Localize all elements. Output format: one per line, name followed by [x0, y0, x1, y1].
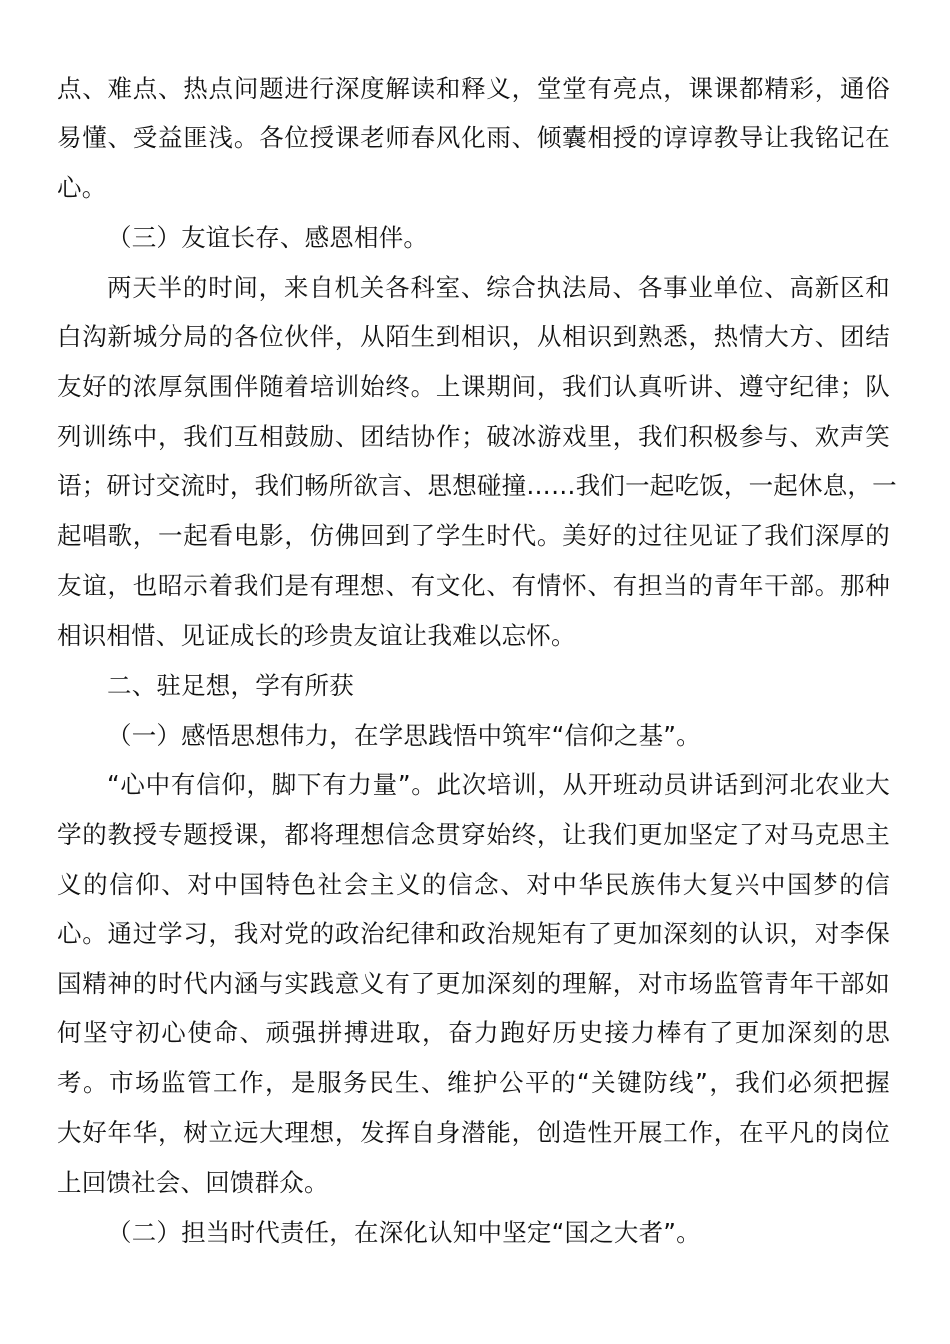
paragraph-line: 国精神的时代内涵与实践意义有了更加深刻的理解，对市场监管青年干部如: [57, 969, 890, 998]
paragraph-line: 友好的浓厚氛围伴随着培训始终。上课期间，我们认真听讲、遵守纪律；队: [57, 372, 890, 401]
paragraph-line: “心中有信仰，脚下有力量”。此次培训，从开班动员讲话到河北农业大: [107, 770, 890, 799]
paragraph-line: 心。通过学习，我对党的政治纪律和政治规矩有了更加深刻的认识，对李保: [57, 919, 890, 948]
paragraph-line: 起唱歌，一起看电影，仿佛回到了学生时代。美好的过往见证了我们深厚的: [57, 521, 890, 550]
paragraph-line: 点、难点、热点问题进行深度解读和释义，堂堂有亮点，课课都精彩，通俗: [57, 74, 890, 103]
paragraph-line: 白沟新城分局的各位伙伴，从陌生到相识，从相识到熟悉，热情大方、团结: [57, 322, 890, 351]
paragraph-line: 何坚守初心使命、顽强拼搏进取，奋力跑好历史接力棒有了更加深刻的思: [57, 1018, 890, 1047]
paragraph-line: 友谊，也昭示着我们是有理想、有文化、有情怀、有担当的青年干部。那种: [57, 571, 890, 600]
section-heading: （一）感悟思想伟力，在学思践悟中筑牢“信仰之基”。: [107, 721, 701, 750]
paragraph-line: 考。市场监管工作，是服务民生、维护公平的“关键防线”，我们必须把握: [57, 1068, 890, 1097]
paragraph-line: 义的信仰、对中国特色社会主义的信念、对中华民族伟大复兴中国梦的信: [57, 870, 890, 899]
paragraph-line: 语；研讨交流时，我们畅所欲言、思想碰撞……我们一起吃饭，一起休息，一: [57, 471, 897, 500]
paragraph-line: 心。: [57, 173, 107, 202]
paragraph-line: 两天半的时间，来自机关各科室、综合执法局、各事业单位、高新区和: [107, 273, 890, 302]
paragraph-line: 大好年华，树立远大理想，发挥自身潜能，创造性开展工作，在平凡的岗位: [57, 1118, 890, 1147]
paragraph-line: 易懂、受益匪浅。各位授课老师春风化雨、倾囊相授的谆谆教导让我铭记在: [57, 123, 890, 152]
section-heading: （三）友谊长存、感恩相伴。: [107, 223, 429, 252]
section-heading: （二）担当时代责任，在深化认知中坚定“国之大者”。: [107, 1218, 701, 1247]
paragraph-line: 相识相惜、见证成长的珍贵友谊让我难以忘怀。: [57, 621, 576, 650]
paragraph-line: 上回馈社会、回馈群众。: [57, 1168, 329, 1197]
paragraph-line: 列训练中，我们互相鼓励、团结协作；破冰游戏里，我们积极参与、欢声笑: [57, 422, 890, 451]
chapter-heading: 二、驻足想，学有所获: [107, 671, 354, 700]
paragraph-line: 学的教授专题授课，都将理想信念贯穿始终，让我们更加坚定了对马克思主: [57, 820, 890, 849]
